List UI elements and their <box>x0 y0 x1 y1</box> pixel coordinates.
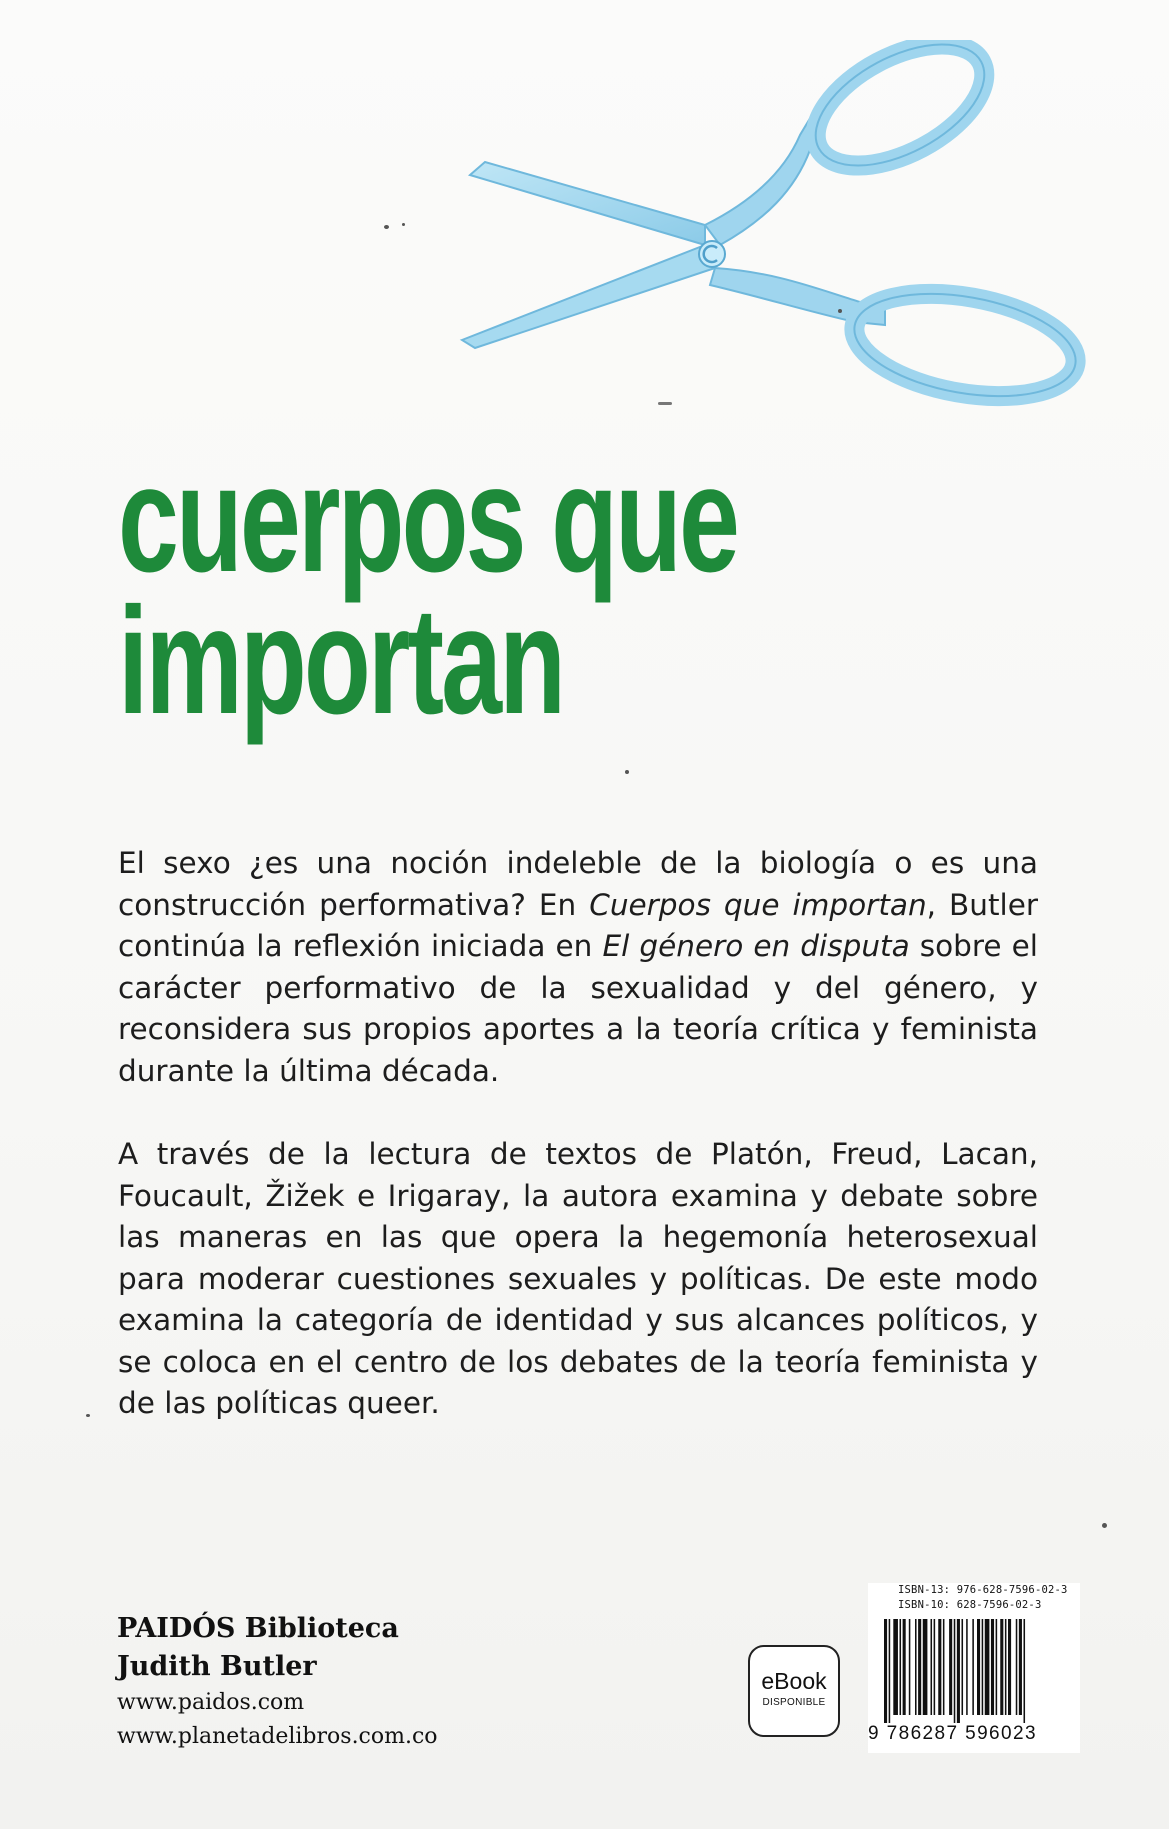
publisher-url: www.paidos.com <box>117 1690 305 1715</box>
barcode-bar <box>884 1619 887 1723</box>
publisher-url-secondary: www.planetadelibros.com.co <box>117 1724 438 1749</box>
isbn-10: ISBN-10: 628-7596-02-3 <box>898 1599 1042 1611</box>
barcode-bar <box>900 1619 902 1715</box>
synopsis <box>118 843 1038 1467</box>
barcode-bar <box>943 1619 945 1715</box>
book-title <box>118 434 738 746</box>
barcode-digits: 9 786287 596023 <box>868 1723 1037 1744</box>
barcode-bar <box>909 1619 911 1715</box>
synopsis-text: sobre el carácter performativo de la sexualidad y del género, y reconsidera sus propios aportes a la teoría crítica y feminista durante la última década. <box>118 929 1038 1088</box>
barcode-bar <box>1008 1619 1011 1715</box>
barcode-bar <box>918 1619 921 1715</box>
barcode-bar <box>982 1619 984 1715</box>
dust-speck <box>838 309 842 313</box>
dust-speck <box>86 1414 90 1417</box>
barcode-bar <box>915 1619 917 1715</box>
barcode-bar <box>957 1619 960 1723</box>
barcode-bar <box>985 1619 990 1715</box>
dust-speck <box>384 225 389 229</box>
barcode-bar <box>991 1619 994 1715</box>
barcode-bar <box>1024 1619 1026 1723</box>
barcode-bar <box>1019 1619 1022 1715</box>
dust-speck <box>625 770 629 774</box>
synopsis-text: , Butler continúa la reflexión iniciada en <box>118 887 1038 963</box>
barcode-bar <box>923 1619 928 1715</box>
barcode-bar <box>977 1619 980 1715</box>
publisher-imprint <box>117 1610 438 1754</box>
barcode-bar <box>966 1619 968 1715</box>
scissors-icon <box>455 40 1095 440</box>
title-line-1: cuerpos que <box>118 434 738 604</box>
synopsis-text: El sexo ¿es una noción indeleble de la biología o es una construcción performativa? En <box>118 846 1038 922</box>
barcode-bar <box>972 1619 974 1715</box>
barcode-bar <box>996 1619 998 1715</box>
barcode-bar <box>938 1619 941 1715</box>
ebook-label: eBook <box>761 1668 827 1694</box>
isbn-13: ISBN-13: 976-628-7596-02-3 <box>898 1584 1068 1596</box>
synopsis-paragraph-2: A través de la lectura de textos de Platón, Freud, Lacan, Foucault, Žižek e Irigaray, la autora examina y debate sobre las maneras en las que opera la hegemonía heterosexual para moderar cuestiones sexuales y políticas. De este modo examina la categoría de identidad y sus alcances políticos, y se coloca en el centro de los debates de la teoría feminista y de las políticas queer. <box>118 1137 1038 1420</box>
synopsis-paragraph-1 <box>118 843 1038 1092</box>
ebook-badge <box>748 1645 840 1737</box>
dust-speck <box>658 402 672 405</box>
barcode-bar <box>903 1619 906 1715</box>
barcode-bar <box>889 1619 891 1723</box>
barcode-bar <box>893 1619 898 1715</box>
author-name: Judith Butler <box>117 1651 317 1682</box>
barcode-bars <box>882 1619 1072 1723</box>
collection-name: PAIDÓS Biblioteca <box>117 1613 399 1644</box>
dust-speck <box>402 223 405 226</box>
barcode-bar <box>949 1619 952 1715</box>
book-title-reference: Cuerpos que importan <box>589 887 927 922</box>
barcode-bar <box>931 1619 933 1715</box>
barcode-bar <box>954 1619 956 1723</box>
ebook-sublabel: DISPONIBLE <box>762 1697 826 1708</box>
book-title-reference: El género en disputa <box>602 929 910 963</box>
barcode-bar <box>1000 1619 1003 1715</box>
barcode-bar <box>962 1619 964 1715</box>
barcode-bar <box>934 1619 936 1715</box>
dust-speck <box>1102 1523 1107 1528</box>
barcode-bar <box>1005 1619 1007 1715</box>
title-line-2: importan <box>118 576 564 746</box>
isbn-barcode <box>868 1583 1080 1753</box>
barcode-bar <box>1016 1619 1018 1715</box>
